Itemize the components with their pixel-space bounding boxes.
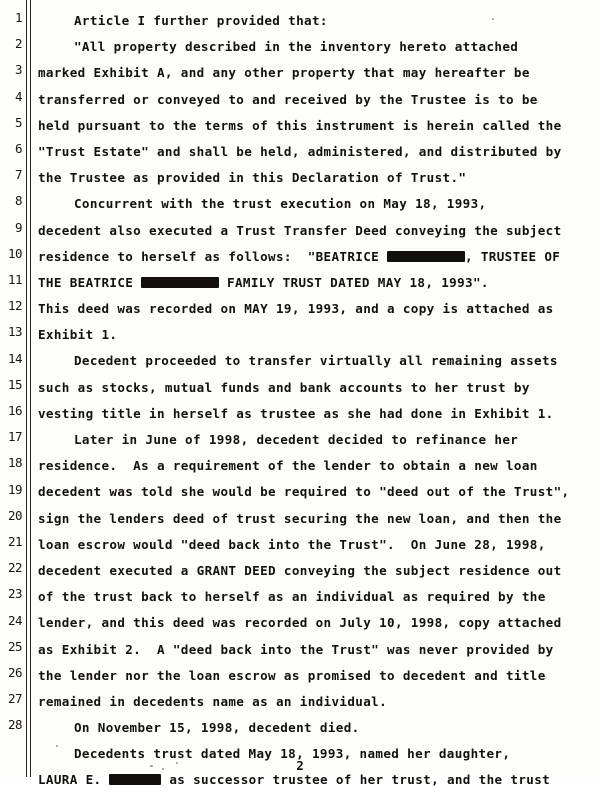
document-line: "All property described in the inventory hereto attached <box>74 39 519 55</box>
document-body-text <box>38 8 590 794</box>
line-text-before-redaction: THE BEATRICE <box>38 274 142 290</box>
line-text-before-redaction: residence to herself as follows: "BEATRICE <box>38 248 388 264</box>
document-line: This deed was recorded on MAY 19, 1993, and a copy is attached as <box>38 301 554 317</box>
document-line: vesting title in herself as trustee as she had done in Exhibit 1. <box>38 405 554 421</box>
line-number: 23 <box>7 586 22 602</box>
line-number: 19 <box>7 481 22 497</box>
line-text-after-redaction: as successor trustee of her trust, and the trust <box>161 772 551 788</box>
line-number: 10 <box>7 245 22 261</box>
document-line <box>38 270 590 296</box>
line-number: 26 <box>7 665 22 680</box>
line-text-before-redaction: LAURA E. <box>38 772 110 788</box>
line-number: 24 <box>7 612 22 628</box>
document-line: decedent was told she would be required to "deed out of the Trust", <box>38 484 570 500</box>
document-line: Later in June of 1998, decedent decided to refinance her <box>74 432 519 447</box>
document-line: decedent also executed a Trust Transfer Deed conveying the subject <box>38 222 562 238</box>
line-text-after-redaction: FAMILY TRUST DATED MAY 18, 1993". <box>219 274 489 290</box>
document-line: as Exhibit 2. A "deed back into the Trust" was never provided by <box>38 641 554 657</box>
document-line: loan escrow would "deed back into the Trust". On June 28, 1998, <box>38 536 546 552</box>
page-number: 2 <box>296 758 304 773</box>
line-number: 28 <box>7 717 22 733</box>
line-number: 5 <box>14 114 22 130</box>
scan-speck <box>492 18 494 20</box>
document-line: decedent executed a GRANT DEED conveying the subject residence out <box>38 562 562 578</box>
line-number: 22 <box>7 560 22 576</box>
document-line: residence. As a requirement of the lender to obtain a new loan <box>38 458 538 474</box>
line-number: 11 <box>7 272 22 287</box>
document-line: lender, and this deed was recorded on July 10, 1998, copy attached <box>38 615 562 631</box>
scan-speck <box>176 762 178 764</box>
document-line: transferred or conveyed to and received by the Trustee is to be <box>38 91 538 107</box>
line-number: 17 <box>7 429 22 445</box>
document-line: marked Exhibit A, and any other property that may hereafter be <box>38 65 530 81</box>
document-line: the Trustee as provided in this Declaration of Trust." <box>38 170 467 186</box>
redaction-bar <box>109 774 161 785</box>
line-number: 21 <box>7 534 22 549</box>
line-number: 3 <box>14 62 22 78</box>
line-number: 27 <box>7 691 22 707</box>
line-number: 9 <box>14 219 22 235</box>
document-line: Article I further provided that: <box>74 13 328 28</box>
scan-speck <box>150 765 153 767</box>
document-line: the lender nor the loan escrow as promised to decedent and title <box>38 667 546 683</box>
document-line: Decedent proceeded to transfer virtually all remaining assets <box>74 353 558 369</box>
line-number: 4 <box>14 88 22 104</box>
document-line: remained in decedents name as an individual. <box>38 693 388 709</box>
scan-speck <box>162 768 164 770</box>
scan-speck <box>56 745 58 747</box>
document-line: such as stocks, mutual funds and bank accounts to her trust by <box>38 379 530 395</box>
document-line <box>38 244 590 270</box>
line-number: 6 <box>14 141 22 156</box>
line-number: 7 <box>14 167 22 183</box>
line-number: 15 <box>7 376 22 392</box>
gutter-rule-right <box>30 0 31 777</box>
document-line: of the trust back to herself as an individual as required by the <box>38 589 546 605</box>
redaction-bar <box>141 277 219 288</box>
document-line: Decedents trust dated May 18, 1993, named her daughter, <box>74 746 511 762</box>
line-number: 18 <box>7 455 22 471</box>
line-number: 25 <box>7 638 22 654</box>
document-line: Concurrent with the trust execution on May 18, 1993, <box>74 196 487 212</box>
document-line: sign the lenders deed of trust securing the new loan, and then the <box>38 510 562 526</box>
redaction-bar <box>387 251 465 262</box>
line-number: 20 <box>7 507 22 523</box>
document-line: Exhibit 1. <box>38 327 118 343</box>
gutter-rule-left <box>26 0 27 777</box>
line-number: 12 <box>7 298 22 314</box>
line-number-gutter <box>0 0 28 777</box>
line-number: 2 <box>14 36 22 52</box>
line-number: 1 <box>14 10 22 25</box>
line-text-after-redaction: , TRUSTEE OF <box>465 248 561 264</box>
line-number: 8 <box>14 193 22 209</box>
document-line: held pursuant to the terms of this instrument is herein called the <box>38 117 562 133</box>
line-number: 13 <box>7 324 22 340</box>
document-line: "Trust Estate" and shall be held, administered, and distributed by <box>38 143 562 159</box>
document-line: On November 15, 1998, decedent died. <box>74 720 360 736</box>
line-number: 14 <box>7 350 22 366</box>
line-number: 16 <box>7 403 22 418</box>
